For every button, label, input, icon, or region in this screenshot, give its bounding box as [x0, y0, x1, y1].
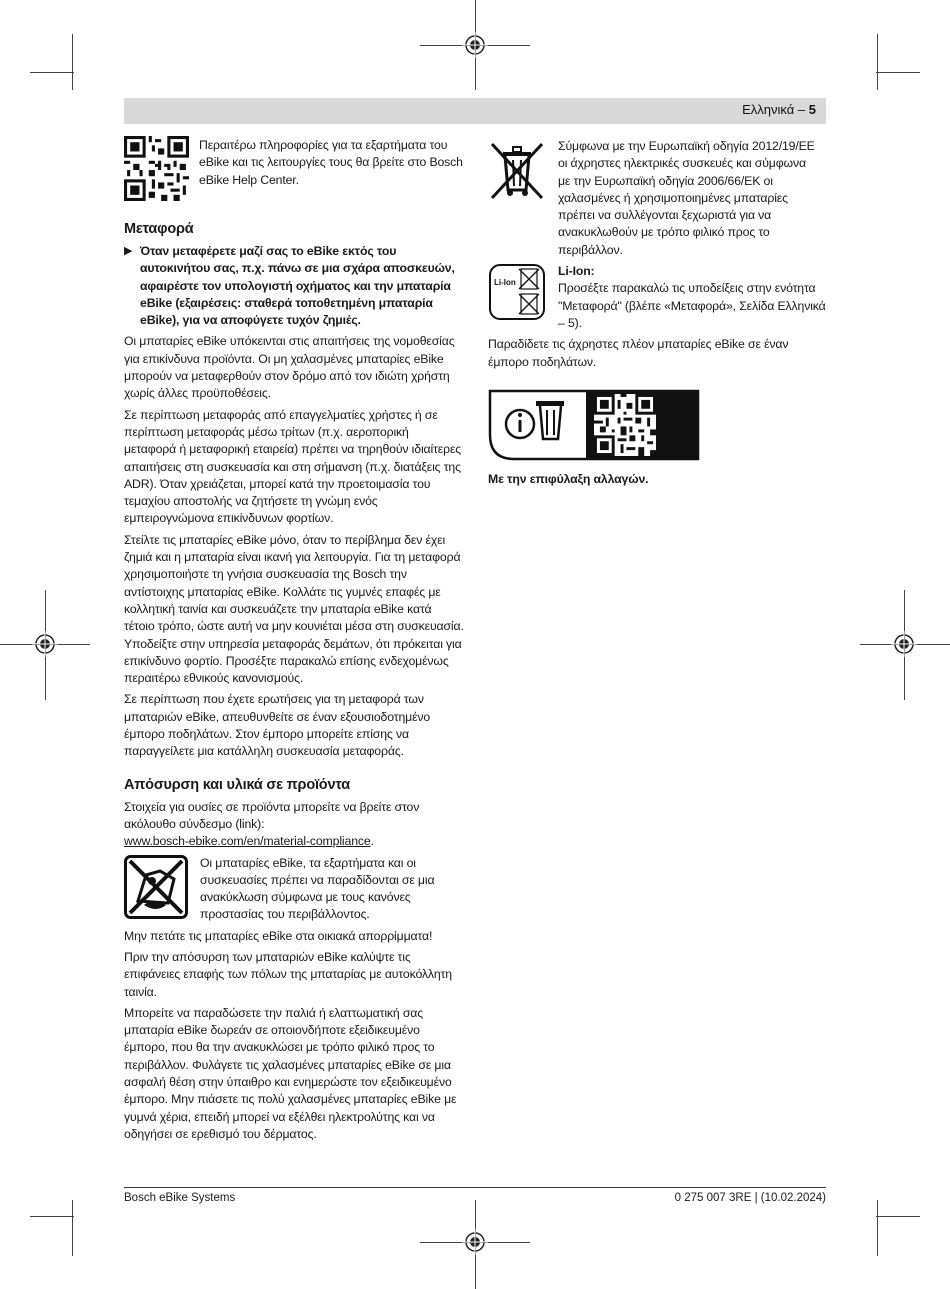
crop-mark	[877, 1200, 878, 1256]
paragraph: Σε περίπτωση που έχετε ερωτήσεις για τη μεταφορά των μπαταριών eBike, απευθυνθείτε σε έναν εξουσιοδοτημένο έμπορο ποδηλάτων. Στον έμπορο μπορείτε επίσης να παραγγείλετε μια κατάλληλη συσκευασία μεταφοράς.	[124, 692, 431, 759]
footer-docref: 0 275 007 3RE | (10.02.2024)	[674, 1192, 826, 1204]
registration-mark-icon	[460, 1227, 490, 1257]
header-separator: –	[797, 102, 806, 117]
qr-code-icon	[594, 394, 656, 456]
crop-mark	[72, 1200, 73, 1256]
crossed-out-bin-icon	[488, 138, 546, 202]
transport-warning	[124, 243, 464, 329]
no-household-waste-icon	[124, 855, 188, 919]
footer-divider	[124, 1187, 826, 1188]
recycle-block	[124, 855, 464, 924]
registration-mark-icon	[889, 629, 919, 659]
material-compliance-link[interactable]: www.bosch-ebike.com/en/material-compliance	[124, 834, 371, 849]
disposal-body	[124, 799, 464, 1144]
paragraph: Μην πετάτε τις μπαταρίες eBike στα οικιακά απορρίμματα!	[124, 928, 433, 943]
weee-block	[488, 138, 828, 259]
right-column	[488, 138, 828, 488]
handover-text: Παραδίδετε τις άχρηστες πλέον μπαταρίες eBike σε έναν έμπορο ποδηλάτων.	[488, 337, 789, 369]
link-suffix: .	[370, 834, 374, 849]
liion-block	[488, 263, 828, 332]
paragraph: Οι μπαταρίες eBike υπόκεινται στις απαιτήσεις της νομοθεσίας για επικίνδυνα προϊόντα. Οι μη χαλασμένες μπαταρίες eBike μπορούν να μεταφερθούν στον δρόμο από τον ιδιώτη χρήστη χωρίς άλλες προϋποθέσεις.	[124, 334, 455, 401]
footer-company: Bosch eBike Systems	[124, 1192, 236, 1204]
recycle-text: Οι μπαταρίες eBike, τα εξαρτήματα και οι συσκευασίες πρέπει να παραδίδονται σε μια ανακύκλωση σύμφωνα με τους κανόνες προστασίας του περιβάλλοντος.	[200, 855, 435, 922]
crop-mark	[876, 72, 920, 73]
paragraph: Μπορείτε να παραδώσετε την παλιά ή ελαττωματική σας μπαταρία eBike δωρεάν σε οποιονδήποτε εξειδικευμένο έμπορο, που θα την ανακυκλώσει με τρόπο φιλικό προς το περιβάλλον. Φυλάγετε τις χαλασμένες μπαταρίες eBike σε μια ασφαλή θέση στην ύπαιθρο και ενημερώστε τον εξειδικευμένο έμπορο. Μην πιάσετε τις πολύ χαλασμένες μπαταρίες eBike με γυμνά χέρια, επειδή μπορεί να εξέλθει ηλεκτρολύτης και να οδηγήσει σε ερεθισμό του δέρματος.	[124, 1005, 457, 1141]
transport-warning-text: Όταν μεταφέρετε μαζί σας το eBike εκτός του αυτοκινήτου σας, π.χ. πάνω σε μια σχάρα αποσκευών, αφαιρέστε τον υπολογιστή οχήματος και την μπαταρία eBike (εξαιρέσεις: σταθερά τοποθετημένη μπαταρία eBike), για να αποφύγετε τυχόν ζημιές.	[140, 244, 455, 328]
li-ion-badge-text: Li-Ion	[494, 278, 516, 288]
paragraph: Σε περίπτωση μεταφοράς από επαγγελματίες χρήστες ή σε περίπτωση μεταφοράς μέσω τρίτων (π.χ. αεροπορική μεταφορά ή μεταφορική εταιρεία) πρέπει να τηρηθούν ιδιαίτερες απαιτήσεις στη συσκευασία και στη σήμανση (π.χ. διατάξεις της ADR). Όταν χρειάζεται, μπορεί κατά την προετοιμασία του τεμαχίου αποστολής να ζητήσετε τη γνώμη ενός εμπειρογνώμονα επικίνδυνων φορτίων.	[124, 407, 462, 526]
registration-mark-icon	[460, 30, 490, 60]
bullet-arrow-icon: ▶	[124, 245, 133, 257]
crop-mark	[30, 1216, 74, 1217]
disposal-intro: Στοιχεία για ουσίες σε προϊόντα μπορείτε να βρείτε στον ακόλουθο σύνδεσμο (link):	[124, 799, 420, 831]
crop-mark	[72, 34, 73, 90]
page-header	[124, 98, 826, 124]
paragraph	[124, 799, 464, 851]
header-title	[742, 102, 816, 117]
qr-info-text: Περαιτέρω πληροφορίες για τα εξαρτήματα του eBike και τις λειτουργίες τους θα βρείτε στο Bosch eBike Help Center.	[199, 138, 463, 187]
disposal-heading: Απόσυρση και υλικά σε προϊόντα	[124, 776, 350, 793]
transport-body	[124, 333, 464, 760]
registration-mark-icon	[30, 629, 60, 659]
header-language: Ελληνικά	[742, 102, 795, 117]
qr-info-block	[124, 136, 464, 201]
qr-code-icon	[124, 136, 189, 201]
page-number: 5	[808, 102, 816, 117]
paragraph: Πριν την απόσυρση των μπαταριών eBike καλύψτε τις επιφάνειες επαφής των πόλων της μπαταρίας με αυτοκόλλητη ταινία.	[124, 949, 452, 999]
paragraph: Στείλτε τις μπαταρίες eBike μόνο, όταν το περίβλημα δεν έχει ζημιά και η μπαταρία είναι ικανή για λειτουργία. Για τη μεταφορά χρησιμοποιήστε τη γνήσια συσκευασία της Bosch την αντίστοιχης μπαταρίας eBike. Κολλάτε τις γυμνές επαφές με κολλητική ταινία και συσκευάζετε την μπαταρία eBike κατά τέτοιο τρόπο, ώστε αυτή να μην κουνιέται μέσα στη συσκευασία. Υποδείξτε στην υπηρεσία μεταφοράς δεμάτων, ότι πρόκειται για επικίνδυνο φορτίο. Προσέξτε παρακαλώ επίσης ενδεχομένως περαιτέρω εθνικούς κανονισμούς.	[124, 532, 464, 686]
crop-mark	[877, 34, 878, 90]
liion-heading: Li-Ion:	[558, 264, 595, 279]
li-ion-battery-icon	[488, 263, 546, 321]
left-column	[124, 136, 464, 1147]
weee-text: Σύμφωνα με την Ευρωπαϊκή οδηγία 2012/19/ΕΕ οι άχρηστες ηλεκτρικές συσκευές και σύμφωνα με την Ευρωπαϊκή οδηγία 2006/66/ΕΚ οι χαλασμένες ή χρησιμοποιημένες μπαταρίες πρέπει να συλλέγονται ξεχωριστά για να ανακυκλωθούν με τρόπο φιλικό προς το περιβάλλον.	[558, 139, 815, 257]
liion-info	[558, 263, 828, 332]
crop-mark	[876, 1216, 920, 1217]
transport-heading: Μεταφορά	[124, 221, 194, 237]
reserve-changes-text: Με την επιφύλαξη αλλαγών.	[488, 471, 649, 486]
crop-mark	[30, 72, 74, 73]
info-recycling-qr-panel	[488, 389, 700, 461]
liion-text: Προσέξτε παρακαλώ τις υποδείξεις στην ενότητα "Μεταφορά" (βλέπε «Μεταφορά», Σελίδα Ελληνικά – 5).	[558, 281, 826, 330]
